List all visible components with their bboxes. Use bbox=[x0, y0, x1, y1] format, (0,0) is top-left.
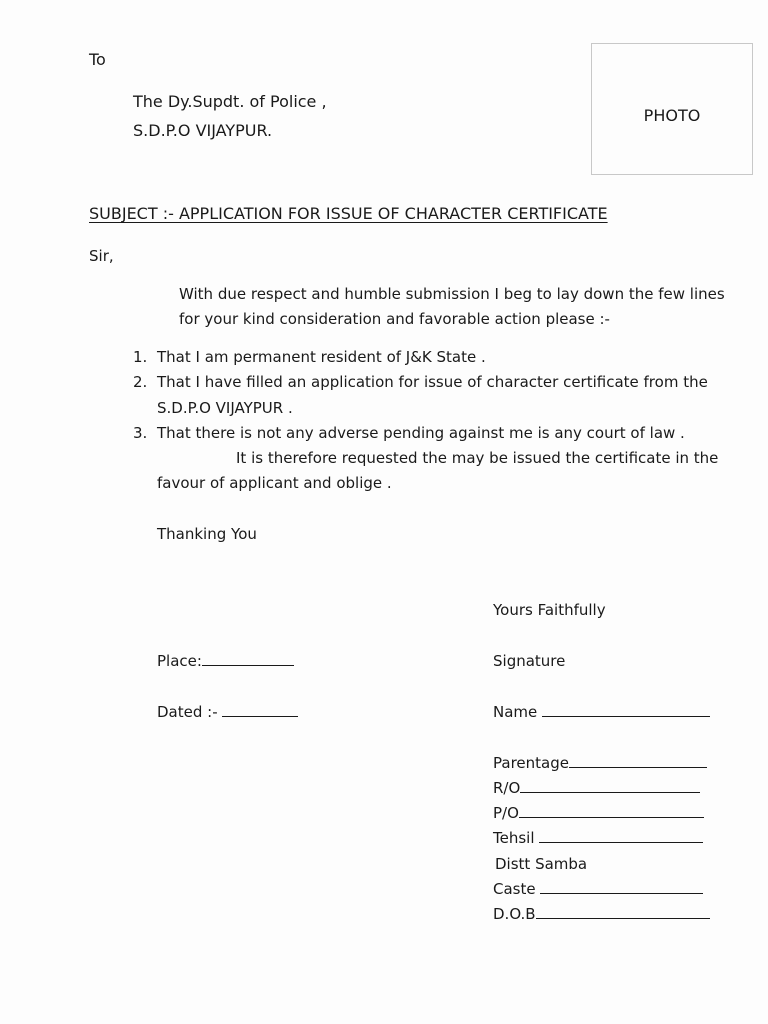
intro-line-1: With due respect and humble submission I beg to lay down the few lines bbox=[179, 285, 725, 303]
name-field bbox=[493, 703, 710, 721]
ro-label: R/O bbox=[493, 779, 521, 797]
ro-field bbox=[493, 779, 700, 797]
salutation: Sir, bbox=[89, 247, 114, 265]
point-2 bbox=[133, 373, 708, 391]
point-number: 3. bbox=[133, 424, 148, 442]
parentage-blank[interactable] bbox=[569, 754, 707, 768]
photo-box bbox=[591, 43, 753, 175]
subject-line: SUBJECT :- APPLICATION FOR ISSUE OF CHARACTER CERTIFICATE bbox=[89, 204, 608, 223]
dated-field bbox=[157, 703, 298, 721]
parentage-label: Parentage bbox=[493, 754, 569, 772]
intro-line-2: for your kind consideration and favorable action please :- bbox=[179, 310, 610, 328]
place-blank[interactable] bbox=[202, 652, 294, 666]
thanking-you: Thanking You bbox=[157, 525, 257, 543]
point-1 bbox=[133, 348, 486, 366]
dob-label: D.O.B bbox=[493, 905, 536, 923]
tehsil-field bbox=[493, 829, 703, 847]
point-number: 1. bbox=[133, 348, 148, 366]
signature-label: Signature bbox=[493, 652, 566, 670]
point-text: That I have filled an application for issue of character certificate from the bbox=[157, 373, 708, 391]
district-label: Distt Samba bbox=[495, 855, 588, 873]
point-text: That I am permanent resident of J&K State . bbox=[157, 348, 486, 366]
name-label: Name bbox=[493, 703, 538, 721]
request-line-2: favour of applicant and oblige . bbox=[157, 474, 392, 492]
closing: Yours Faithfully bbox=[493, 601, 606, 619]
to-label: To bbox=[89, 50, 106, 69]
dob-blank[interactable] bbox=[536, 905, 710, 919]
point-3 bbox=[133, 424, 685, 442]
ro-blank[interactable] bbox=[520, 779, 700, 793]
point-2-continuation: S.D.P.O VIJAYPUR . bbox=[157, 399, 293, 417]
caste-field bbox=[493, 880, 703, 898]
point-number: 2. bbox=[133, 373, 148, 391]
place-field bbox=[157, 652, 294, 670]
point-text: That there is not any adverse pending against me is any court of law . bbox=[157, 424, 685, 442]
place-label: Place: bbox=[157, 652, 202, 670]
tehsil-label: Tehsil bbox=[493, 829, 535, 847]
dob-field bbox=[493, 905, 710, 923]
name-blank[interactable] bbox=[542, 703, 710, 717]
dated-label: Dated :- bbox=[157, 703, 218, 721]
dated-blank[interactable] bbox=[222, 703, 298, 717]
po-field bbox=[493, 804, 704, 822]
recipient-office: S.D.P.O VIJAYPUR. bbox=[133, 121, 273, 140]
recipient-title: The Dy.Supdt. of Police , bbox=[133, 92, 327, 111]
tehsil-blank[interactable] bbox=[539, 829, 703, 843]
po-blank[interactable] bbox=[519, 804, 704, 818]
po-label: P/O bbox=[493, 804, 519, 822]
photo-label: PHOTO bbox=[643, 106, 701, 125]
request-line-1: It is therefore requested the may be issued the certificate in the bbox=[236, 449, 719, 467]
caste-label: Caste bbox=[493, 880, 536, 898]
caste-blank[interactable] bbox=[540, 880, 703, 894]
parentage-field bbox=[493, 754, 707, 772]
